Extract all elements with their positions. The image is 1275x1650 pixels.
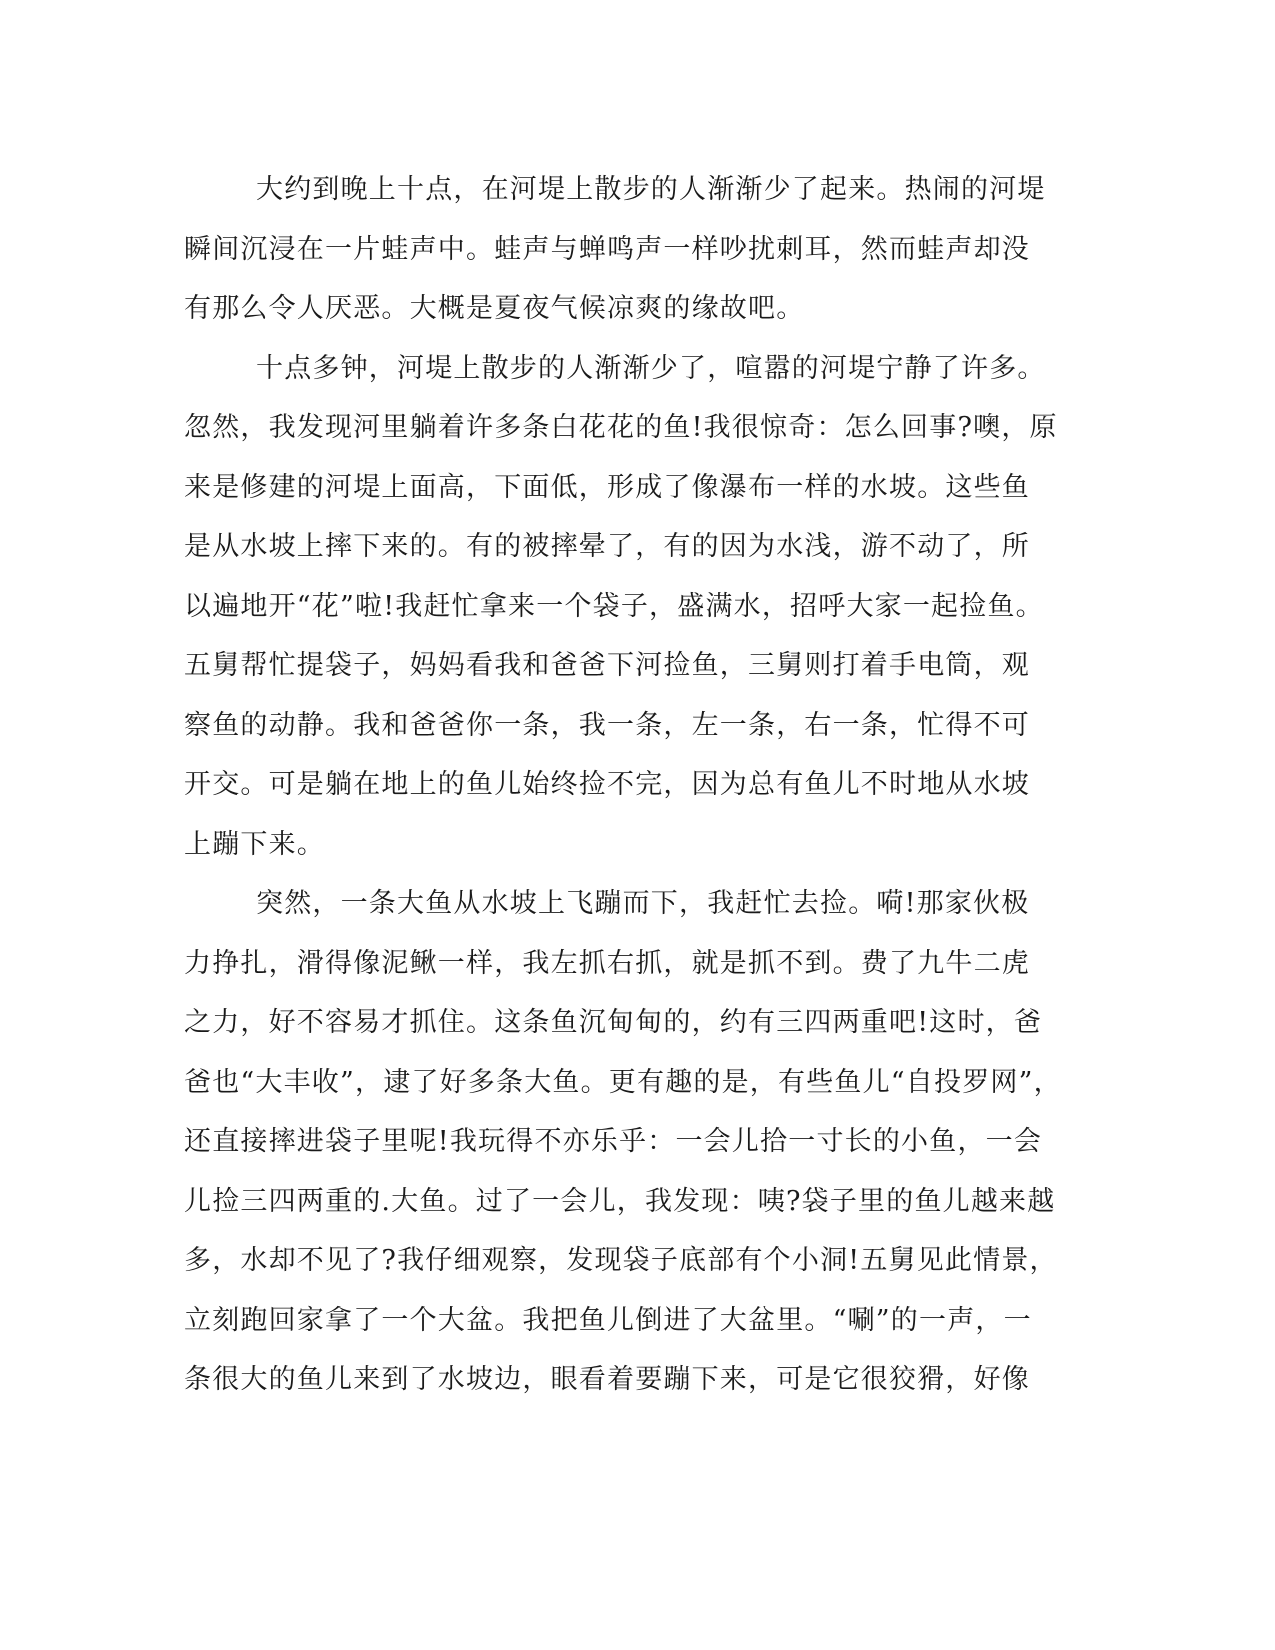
text-line: 爸也“大丰收”，逮了好多条大鱼。更有趣的是，有些鱼儿“自投罗网”， <box>184 1066 1062 1098</box>
text-line: 条很大的鱼儿来到了水坡边，眼看着要蹦下来，可是它很狡猾，好像 <box>184 1364 1030 1395</box>
text-line: 开交。可是躺在地上的鱼儿始终捡不完，因为总有鱼儿不时地从水坡 <box>184 769 1030 800</box>
paragraph-first-line: 十点多钟，河堤上散步的人渐渐少了，喧嚣的河堤宁静了许多。 <box>256 352 1046 384</box>
text-line: 力挣扎，滑得像泥鳅一样，我左抓右抓，就是抓不到。费了九牛二虎 <box>184 947 1030 979</box>
text-line: 察鱼的动静。我和爸爸你一条，我一条，左一条，右一条，忙得不可 <box>184 709 1030 741</box>
text-line: 忽然，我发现河里躺着许多条白花花的鱼!我很惊奇：怎么回事?噢，原 <box>184 412 1058 443</box>
text-line: 还直接摔进袋子里呢!我玩得不亦乐乎：一会儿拾一寸长的小鱼，一会 <box>184 1126 1043 1157</box>
text-line: 儿捡三四两重的.大鱼。过了一会儿，我发现：咦?袋子里的鱼儿越来越 <box>184 1185 1056 1217</box>
body-text <box>184 160 1084 1410</box>
text-line: 以遍地开“花”啦!我赶忙拿来一个袋子，盛满水，招呼大家一起捡鱼。 <box>184 590 1044 622</box>
text-line: 有那么令人厌恶。大概是夏夜气候凉爽的缘故吧。 <box>184 293 805 324</box>
paragraph-first-line: 大约到晚上十点，在河堤上散步的人渐渐少了起来。热闹的河堤 <box>256 174 1046 205</box>
text-line: 五舅帮忙提袋子，妈妈看我和爸爸下河捡鱼，三舅则打着手电筒，观 <box>184 650 1030 681</box>
paragraph-first-line: 突然，一条大鱼从水坡上飞蹦而下，我赶忙去捡。嗬!那家伙极 <box>256 888 1030 919</box>
text-line: 来是修建的河堤上面高，下面低，形成了像瀑布一样的水坡。这些鱼 <box>184 471 1030 503</box>
text-line: 是从水坡上摔下来的。有的被摔晕了，有的因为水浅，游不动了，所 <box>184 531 1030 562</box>
text-line: 之力，好不容易才抓住。这条鱼沉甸甸的，约有三四两重吧!这时，爸 <box>184 1007 1043 1038</box>
text-line: 多，水却不见了?我仔细观察，发现袋子底部有个小洞!五舅见此情景， <box>184 1245 1058 1276</box>
text-line: 瞬间沉浸在一片蛙声中。蛙声与蝉鸣声一样吵扰刺耳，然而蛙声却没 <box>184 233 1030 265</box>
text-line: 立刻跑回家拿了一个大盆。我把鱼儿倒进了大盆里。“唰”的一声，一 <box>184 1304 1032 1336</box>
text-line: 上蹦下来。 <box>184 828 325 860</box>
